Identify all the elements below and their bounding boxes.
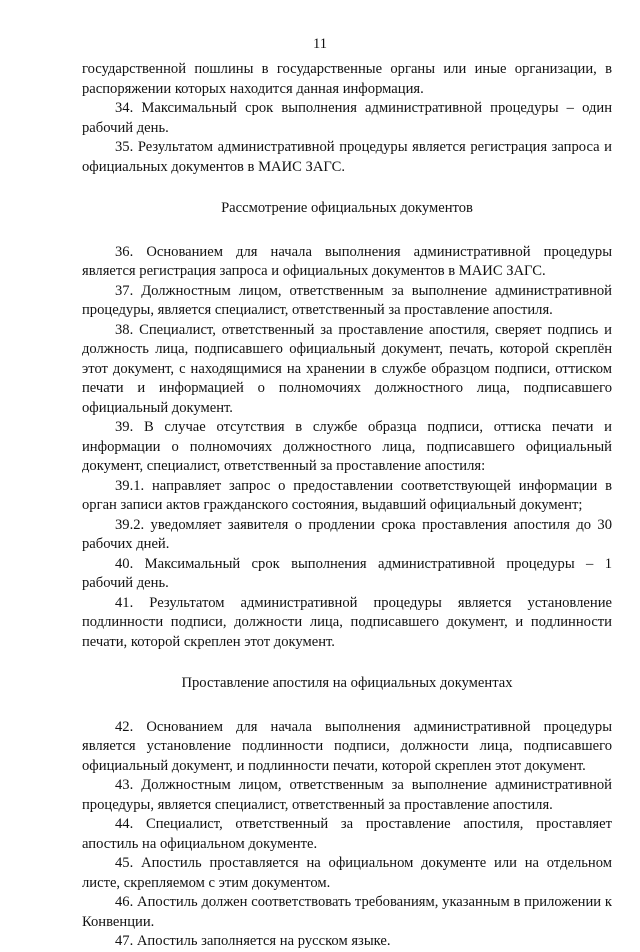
section-heading-review: Рассмотрение официальных документов bbox=[221, 200, 473, 216]
paragraph-42: 42. Основанием для начала выполнения административной процедуры является установление подлинности подписи, должности лица, подписавшего официальный документ, и подлинности печати, которой скреплен этот документ. bbox=[82, 718, 612, 774]
paragraph-37: 37. Должностным лицом, ответственным за выполнение административной процедуры, является специалист, ответственный за проставление апостиля. bbox=[82, 282, 612, 318]
paragraph-39-1: 39.1. направляет запрос о предоставлении соответствующей информации в орган записи актов гражданского состояния, выдавший официальный документ; bbox=[82, 477, 612, 513]
paragraph-44: 44. Специалист, ответственный за проставление апостиля, проставляет апостиль на официальном документе. bbox=[82, 816, 612, 852]
paragraph-43: 43. Должностным лицом, ответственным за выполнение административной процедуры, является специалист, ответственный за проставление апостиля. bbox=[82, 777, 612, 813]
paragraph-47: 47. Апостиль заполняется на русском языке. bbox=[115, 933, 391, 949]
paragraph-38: 38. Специалист, ответственный за проставление апостиля, сверяет подпись и должность лица, подписавшего официальный документ, печать, которой скреплён этот документ, с находящимися на хранении в службе образцом подписи, оттиском печати и информацией о полномочиях должностного лица, подписавшего официальный документ. bbox=[82, 321, 612, 416]
paragraph-46: 46. Апостиль должен соответствовать требованиям, указанным в приложении к Конвенции. bbox=[82, 894, 612, 930]
page-number: 11 bbox=[313, 36, 327, 52]
paragraph-39: 39. В случае отсутствия в службе образца подписи, оттиска печати и информации о полномочиях должностного лица, подписавшего официальный документ, специалист, ответственный за проставление апостиля: bbox=[82, 419, 612, 474]
paragraph-39-2: 39.2. уведомляет заявителя о продлении срока проставления апостиля до 30 рабочих дней. bbox=[82, 516, 612, 552]
section-heading-apostille: Проставление апостиля на официальных документах bbox=[181, 675, 513, 691]
paragraph-34: 34. Максимальный срок выполнения административной процедуры – один рабочий день. bbox=[82, 100, 612, 136]
paragraph-45: 45. Апостиль проставляется на официальном документе или на отдельном листе, скрепляемом с этим документом. bbox=[82, 855, 612, 891]
paragraph-35: 35. Результатом административной процедуры является регистрация запроса и официальных документов в МАИС ЗАГС. bbox=[82, 139, 612, 175]
paragraph-36: 36. Основанием для начала выполнения административной процедуры является регистрация запроса и официальных документов в МАИС ЗАГС. bbox=[82, 243, 612, 279]
paragraph-41: 41. Результатом административной процедуры является установление подлинности подписи, должности лица, подписавшего документ, и подлинности печати, которой скреплен этот документ. bbox=[82, 594, 612, 650]
paragraph-40: 40. Максимальный срок выполнения административной процедуры – 1 рабочий день. bbox=[82, 555, 612, 591]
paragraph-continuation: государственной пошлины в государственные органы или иные организации, в распоряжении которых находится данная информация. bbox=[82, 61, 612, 97]
document-body bbox=[82, 60, 612, 952]
